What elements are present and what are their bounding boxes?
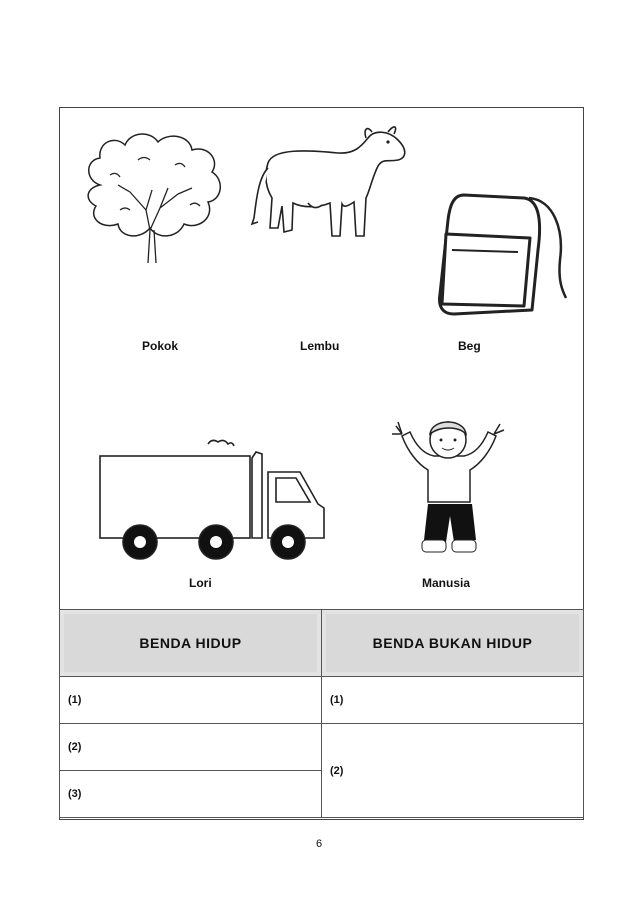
backpack-illustration xyxy=(434,190,569,320)
cow-illustration xyxy=(248,118,413,243)
answer-cell-hidup-1[interactable]: (1) xyxy=(60,677,322,724)
label-lembu: Lembu xyxy=(300,339,340,353)
answer-cell-bukan-hidup-2[interactable]: (2) xyxy=(322,724,584,818)
label-manusia: Manusia xyxy=(422,576,471,590)
truck-illustration xyxy=(96,438,328,563)
classification-table xyxy=(59,609,584,818)
label-beg: Beg xyxy=(458,339,481,353)
answer-cell-hidup-2[interactable]: (2) xyxy=(60,724,322,771)
child-illustration xyxy=(388,412,510,562)
label-lori: Lori xyxy=(189,576,212,590)
page-number: 6 xyxy=(315,838,323,850)
tree-illustration xyxy=(80,130,230,265)
answer-cell-bukan-hidup-1[interactable]: (1) xyxy=(322,677,584,724)
answer-cell-hidup-3[interactable]: (3) xyxy=(60,771,322,818)
label-pokok: Pokok xyxy=(142,339,179,353)
header-benda-hidup: BENDA HIDUP xyxy=(60,610,322,677)
header-benda-bukan-hidup: BENDA BUKAN HIDUP xyxy=(322,610,584,677)
